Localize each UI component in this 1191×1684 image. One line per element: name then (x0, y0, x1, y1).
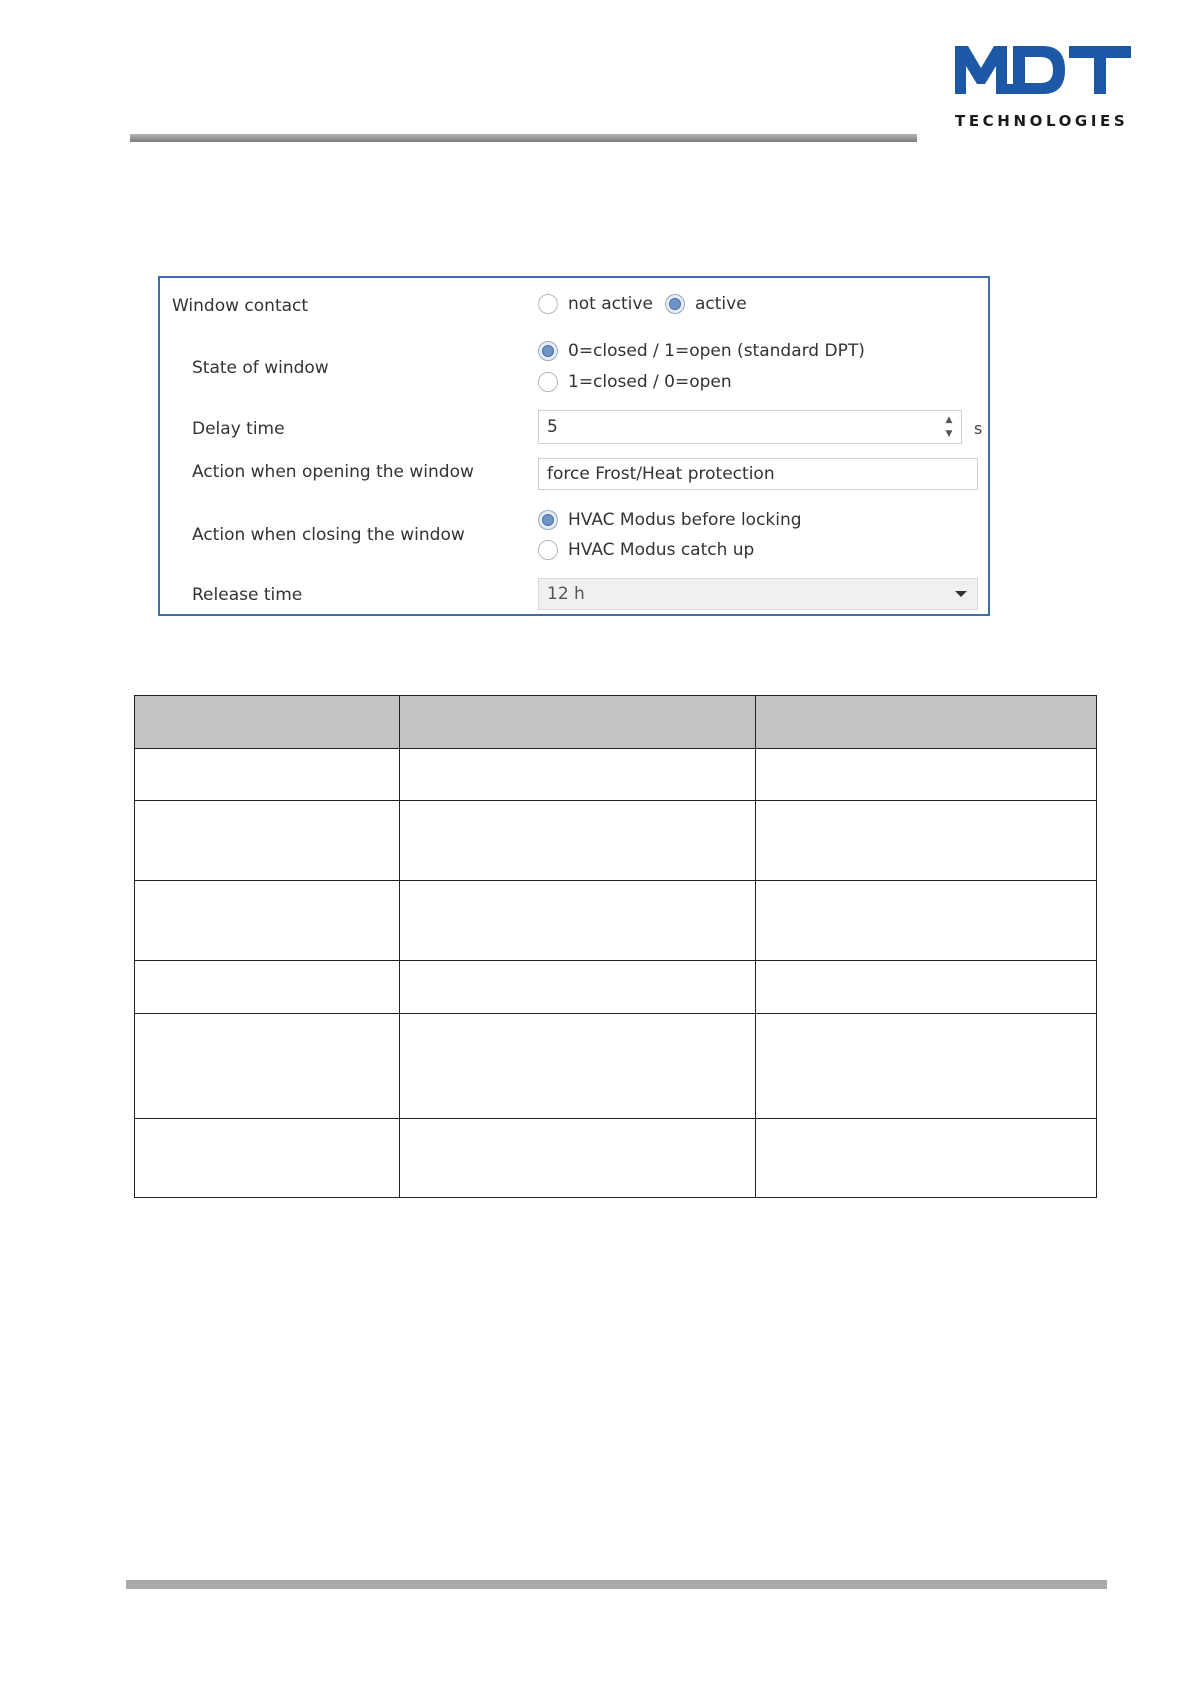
release-time-value: 12 h (547, 584, 585, 604)
table-header-cell (756, 696, 1097, 749)
radio-label: HVAC Modus before locking (568, 510, 802, 530)
table-cell (135, 801, 400, 881)
action-closing-label: Action when closing the window (192, 525, 465, 545)
action-opening-field[interactable] (538, 458, 978, 490)
table-cell (135, 749, 400, 801)
release-time-select[interactable] (538, 578, 978, 610)
table-cell (135, 961, 400, 1014)
table-cell (135, 881, 400, 961)
footer-rule (126, 1580, 1107, 1589)
table-cell (756, 961, 1097, 1014)
state-of-window-label: State of window (192, 358, 329, 378)
delay-time-value: 5 (547, 417, 558, 437)
table-cell (400, 961, 756, 1014)
table-cell (400, 749, 756, 801)
table-row (135, 1119, 1097, 1198)
action-opening-value: force Frost/Heat protection (547, 464, 775, 484)
table-header-row (135, 696, 1097, 749)
table-row (135, 961, 1097, 1014)
table-cell (400, 801, 756, 881)
radio-checked-icon (538, 341, 558, 361)
window-contact-settings-panel (158, 276, 990, 616)
table-cell (135, 1014, 400, 1119)
table-cell (756, 801, 1097, 881)
closing-catch-up-radio[interactable] (538, 540, 754, 560)
delay-time-label: Delay time (192, 419, 285, 439)
state-standard-dpt-radio[interactable] (538, 341, 865, 361)
radio-label: active (695, 294, 747, 314)
radio-unchecked-icon (538, 540, 558, 560)
table-row (135, 881, 1097, 961)
radio-label: 0=closed / 1=open (standard DPT) (568, 341, 865, 361)
closing-before-locking-radio[interactable] (538, 510, 802, 530)
mdt-logo (955, 44, 1131, 134)
release-time-label: Release time (192, 585, 303, 605)
mdt-logo-mark (955, 44, 1131, 104)
table-row (135, 801, 1097, 881)
table-cell (400, 1014, 756, 1119)
radio-label: 1=closed / 0=open (568, 372, 732, 392)
delay-time-input[interactable] (538, 410, 962, 444)
spinner-icon[interactable] (943, 414, 955, 440)
table-header-cell (400, 696, 756, 749)
table-row (135, 749, 1097, 801)
spin-down-icon[interactable]: ▼ (945, 429, 953, 439)
state-inverted-radio[interactable] (538, 372, 732, 392)
delay-time-unit: s (974, 419, 983, 438)
window-contact-label: Window contact (172, 296, 309, 316)
chevron-down-icon[interactable] (955, 591, 967, 597)
window-contact-not-active-radio[interactable] (538, 294, 653, 314)
table-cell (400, 1119, 756, 1198)
spin-up-icon[interactable]: ▲ (945, 415, 953, 425)
radio-checked-icon (665, 294, 685, 314)
table-row (135, 1014, 1097, 1119)
table-cell (400, 881, 756, 961)
radio-checked-icon (538, 510, 558, 530)
table-cell (756, 749, 1097, 801)
radio-label: HVAC Modus catch up (568, 540, 755, 560)
table-cell (756, 881, 1097, 961)
header-rule (130, 134, 917, 142)
radio-unchecked-icon (538, 372, 558, 392)
parameter-table (134, 695, 1097, 1198)
window-contact-active-radio[interactable] (665, 294, 747, 314)
table-cell (756, 1119, 1097, 1198)
action-opening-label: Action when opening the window (192, 462, 474, 482)
logo-subtext: TECHNOLOGIES (955, 112, 1129, 130)
table-cell (135, 1119, 400, 1198)
radio-label: not active (568, 294, 653, 314)
radio-unchecked-icon (538, 294, 558, 314)
table-header-cell (135, 696, 400, 749)
table-cell (756, 1014, 1097, 1119)
